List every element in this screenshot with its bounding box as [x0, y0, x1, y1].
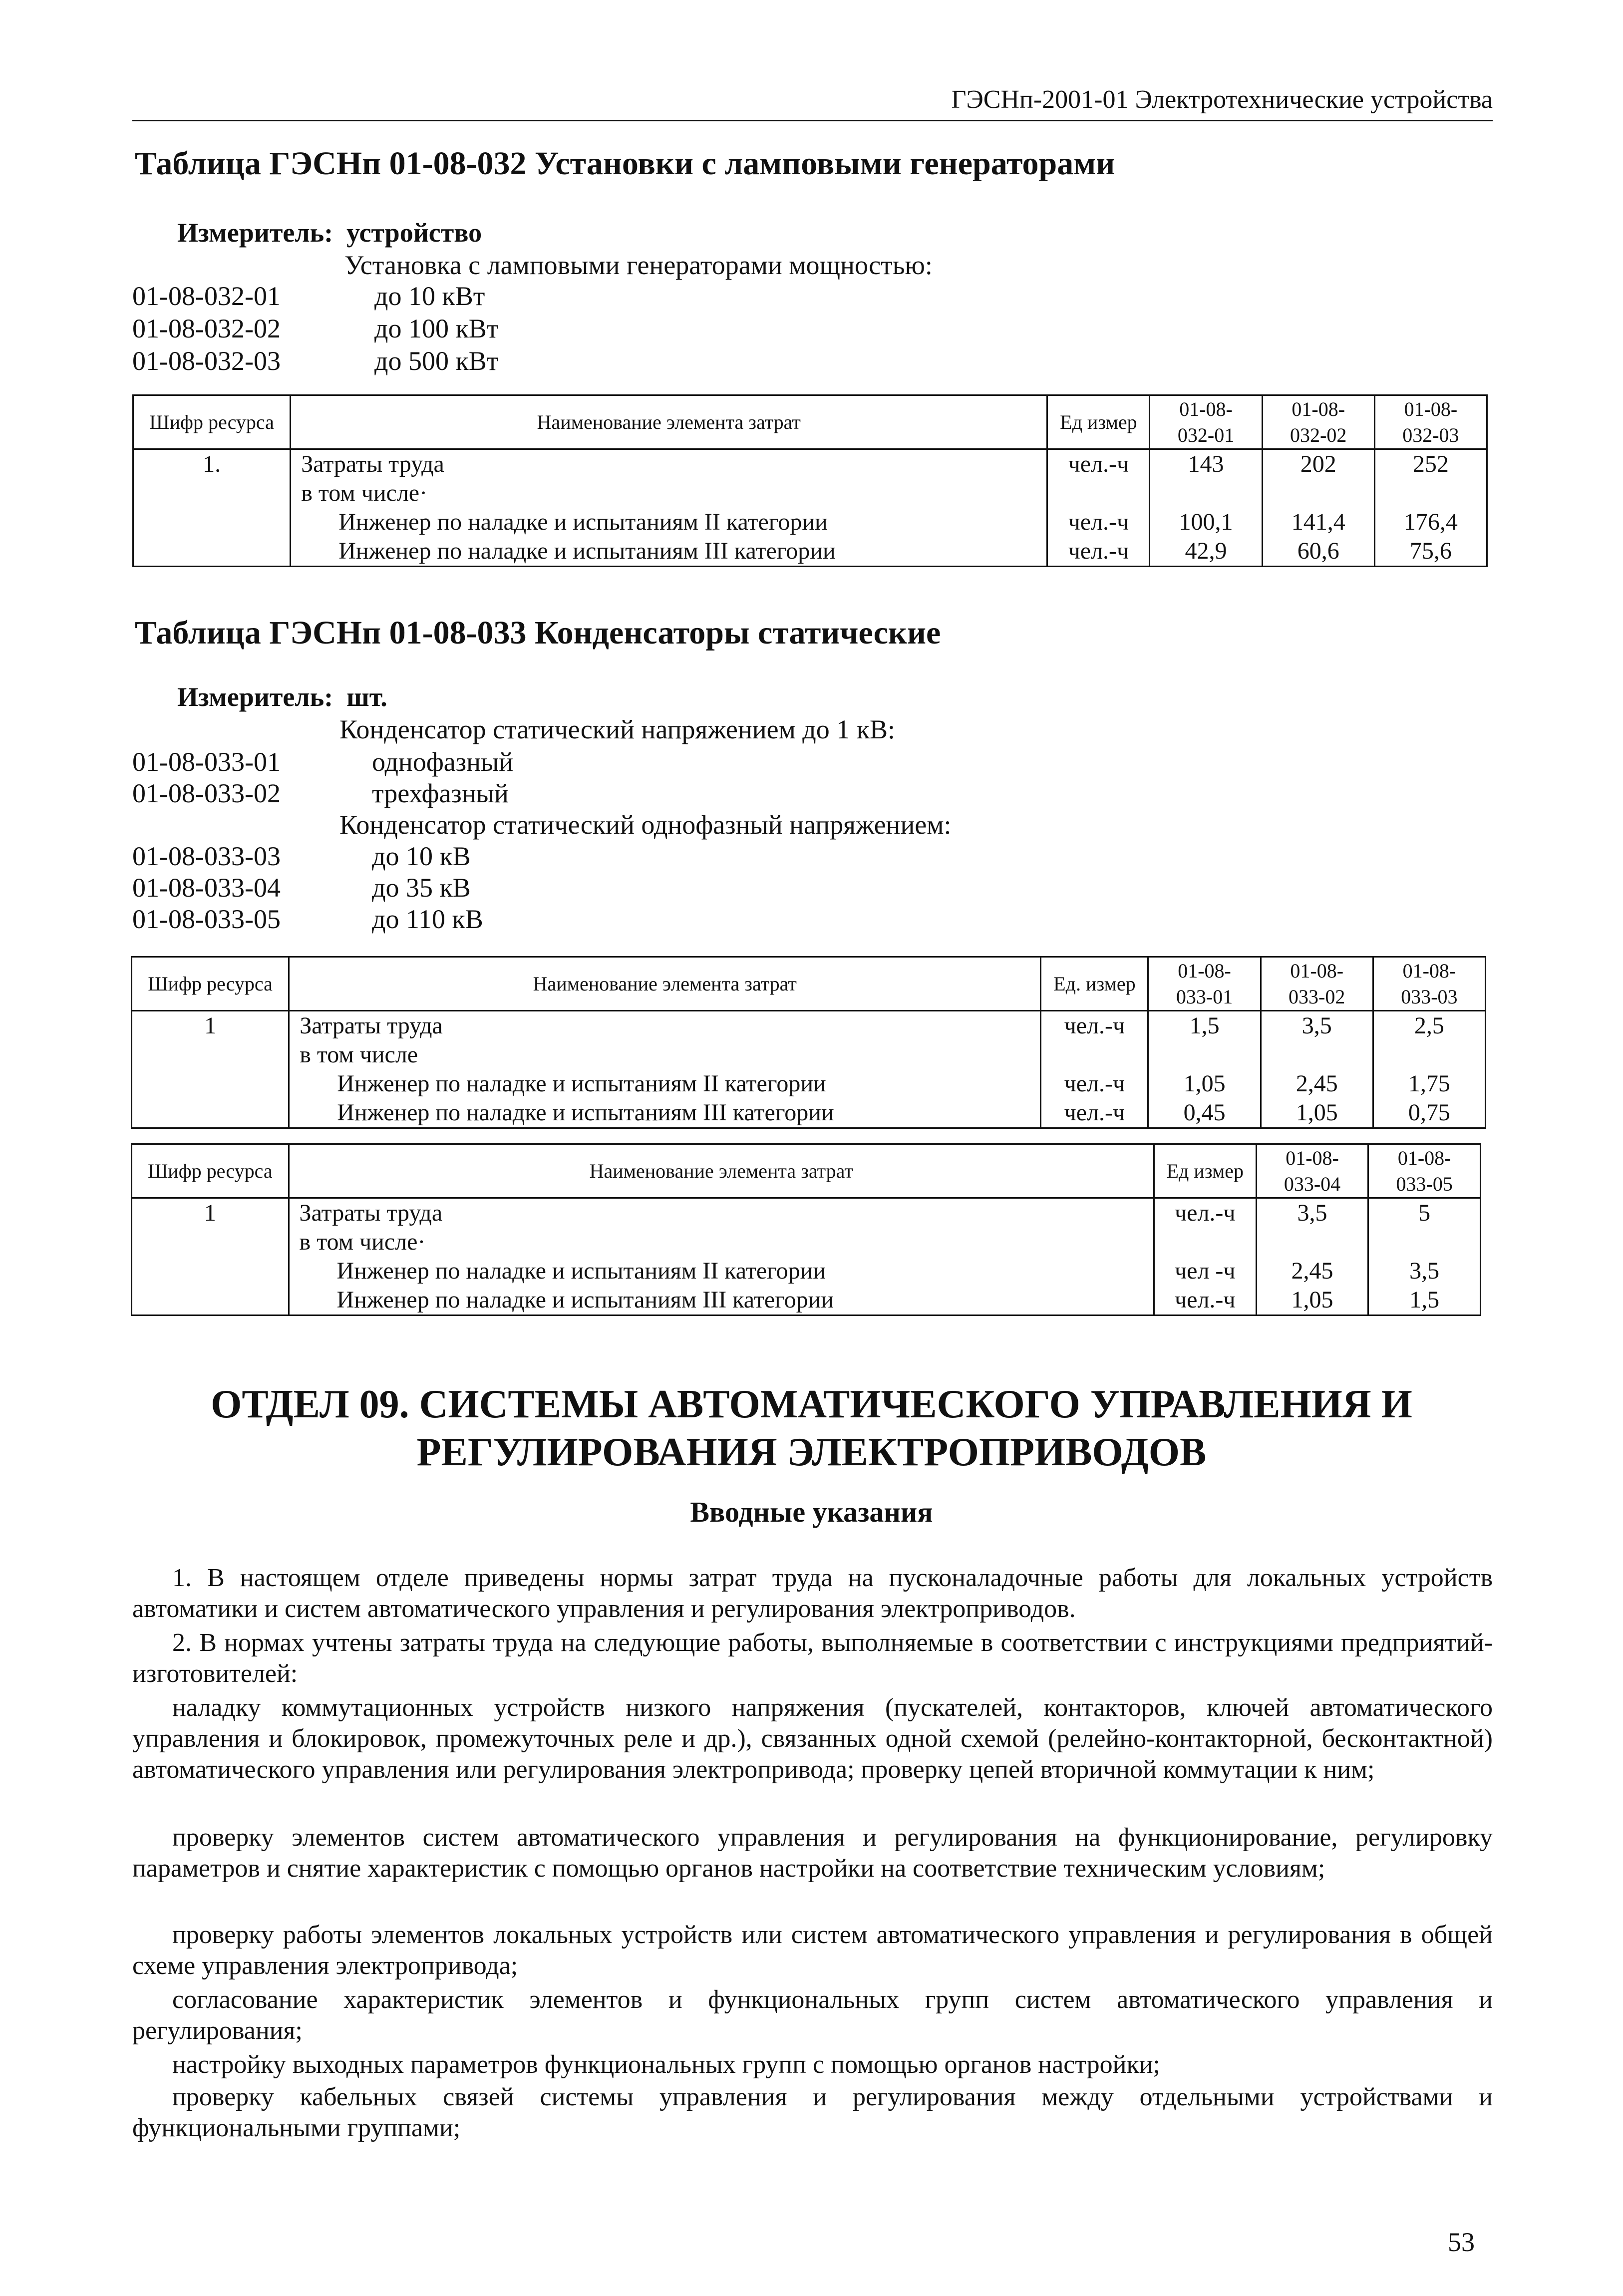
table-033-title: Таблица ГЭСНп 01-08-033 Конденсаторы статические [135, 615, 941, 651]
measure-label: Измеритель: [177, 682, 333, 712]
header-col: 01-08- 033-03 [1373, 957, 1485, 1011]
row-number: 1 [132, 1011, 289, 1128]
units: чел.-ч чел.-ч чел.-ч [1047, 449, 1150, 567]
paragraph: наладку коммутационных устройств низкого напряжения (пускателей, контакторов, ключей автоматического управления и блокировок, промежуточных реле и др.), связанных одной схемой (релейно-контакторной, бесконтактной) автоматического управления или регулирования электропривода; проверку цепей вторичной коммутации к ним; [132, 1693, 1493, 1784]
measure-label: Измеритель: [177, 218, 333, 248]
table-032-intro: Установка с ламповыми генераторами мощностью: [344, 250, 933, 280]
section-title [0, 1380, 1623, 1476]
header-col: 01-08- 032-02 [1262, 395, 1374, 449]
measure-value: устройство [346, 218, 482, 248]
section-title-line-1: ОТДЕЛ 09. СИСТЕМЫ АВТОМАТИЧЕСКОГО УПРАВЛЕНИЯ И [211, 1382, 1412, 1426]
code: 01-08-033-05 [132, 904, 281, 934]
cost-names: Затраты труда в том числе· Инженер по наладке и испытаниям II категории Инженер по наладке и испытаниям III категории [289, 1198, 1154, 1315]
table-033-b [131, 1143, 1481, 1316]
header-unit: Ед измер [1047, 395, 1150, 449]
code: 01-08-032-01 [132, 281, 281, 311]
intro-heading: Вводные указания [690, 1496, 933, 1528]
values-col-2: 3,5 2,45 1,05 [1261, 1011, 1373, 1128]
header-cipher: Шифр ресурса [132, 957, 289, 1011]
running-head: ГЭСНп-2001-01 Электротехнические устройства [951, 85, 1493, 114]
section-title-line-2: РЕГУЛИРОВАНИЯ ЭЛЕКТРОПРИВОДОВ [416, 1430, 1207, 1474]
header-name: Наименование элемента затрат [289, 1144, 1154, 1198]
values-col-1: 143 100,1 42,9 [1150, 449, 1262, 567]
values-col-3: 252 176,4 75,6 [1374, 449, 1487, 567]
values-col-2: 5 3,5 1,5 [1368, 1198, 1481, 1315]
code: 01-08-032-03 [132, 346, 281, 376]
code: 01-08-033-01 [132, 747, 281, 777]
header-col: 01-08- 032-01 [1150, 395, 1262, 449]
paragraph: 1. В настоящем отделе приведены нормы затрат труда на пусконаладочные работы для локальных устройств автоматики и систем автоматического управления и регулирования электроприводов. [132, 1564, 1493, 1623]
values-col-2: 202 141,4 60,6 [1262, 449, 1374, 567]
subheading: Конденсатор статический напряжением до 1 кВ: [339, 714, 896, 744]
paragraph: настройку выходных параметров функциональных групп с помощью органов настройки; [172, 2050, 1160, 2079]
code-desc: до 100 кВт [374, 314, 499, 343]
code: 01-08-033-02 [132, 778, 281, 808]
header-name: Наименование элемента затрат [289, 957, 1041, 1011]
table-032-measure [177, 217, 482, 248]
header-cipher: Шифр ресурса [132, 1144, 289, 1198]
header-col: 01-08- 033-02 [1261, 957, 1373, 1011]
table-033-measure [177, 681, 387, 712]
table-032 [132, 394, 1488, 567]
header-col: 01-08- 033-04 [1256, 1144, 1368, 1198]
paragraph: проверку работы элементов локальных устройств или систем автоматического управления и регулирования в общей схеме управления электропривода; [132, 1921, 1493, 1980]
row-number: 1. [133, 449, 291, 567]
row-number: 1 [132, 1198, 289, 1315]
header-rule [132, 120, 1493, 121]
page-number: 53 [1448, 2227, 1475, 2257]
table-033-a [131, 956, 1486, 1129]
code-desc: до 35 кВ [372, 873, 471, 903]
code-desc: трехфазный [372, 778, 509, 808]
header-col: 01-08- 032-03 [1374, 395, 1487, 449]
code-desc: до 10 кВ [372, 841, 471, 871]
units: чел.-ч чел.-ч чел.-ч [1041, 1011, 1148, 1128]
header-col: 01-08- 033-01 [1148, 957, 1261, 1011]
values-col-1: 3,5 2,45 1,05 [1256, 1198, 1368, 1315]
paragraph: согласование характеристик элементов и функциональных групп систем автоматического управления и регулирования; [132, 1985, 1493, 2045]
values-col-3: 2,5 1,75 0,75 [1373, 1011, 1485, 1128]
header-unit: Ед измер [1154, 1144, 1256, 1198]
paragraph: проверку кабельных связей системы управления и регулирования между отдельными устройствами и функциональными группами; [132, 2083, 1493, 2142]
values-col-1: 1,5 1,05 0,45 [1148, 1011, 1261, 1128]
paragraph: проверку элементов систем автоматического управления и регулирования на функционирование, регулировку параметров и снятие характеристик с помощью органов настройки на соответствие техническим условиям; [132, 1823, 1493, 1883]
paragraph: 2. В нормах учтены затраты труда на следующие работы, выполняемые в соответствии с инструкциями предприятий-изготовителей: [132, 1629, 1493, 1688]
header-col: 01-08- 033-05 [1368, 1144, 1481, 1198]
header-name: Наименование элемента затрат [291, 395, 1047, 449]
code-desc: однофазный [372, 747, 514, 777]
code-desc: до 110 кВ [372, 904, 483, 934]
header-cipher: Шифр ресурса [133, 395, 291, 449]
code-desc: до 500 кВт [374, 346, 499, 376]
code-desc: до 10 кВт [374, 281, 485, 311]
header-unit: Ед. измер [1041, 957, 1148, 1011]
measure-value: шт. [346, 682, 387, 712]
subheading: Конденсатор статический однофазный напряжением: [339, 810, 952, 840]
units: чел.-ч чел -ч чел.-ч [1154, 1198, 1256, 1315]
cost-names: Затраты труда в том числе· Инженер по наладке и испытаниям II категории Инженер по наладке и испытаниям III категории [291, 449, 1047, 567]
code: 01-08-032-02 [132, 314, 281, 343]
code: 01-08-033-03 [132, 841, 281, 871]
table-032-title: Таблица ГЭСНп 01-08-032 Установки с ламповыми генераторами [135, 145, 1115, 182]
cost-names: Затраты труда в том числе Инженер по наладке и испытаниям II категории Инженер по наладке и испытаниям III категории [289, 1011, 1041, 1128]
code: 01-08-033-04 [132, 873, 281, 903]
